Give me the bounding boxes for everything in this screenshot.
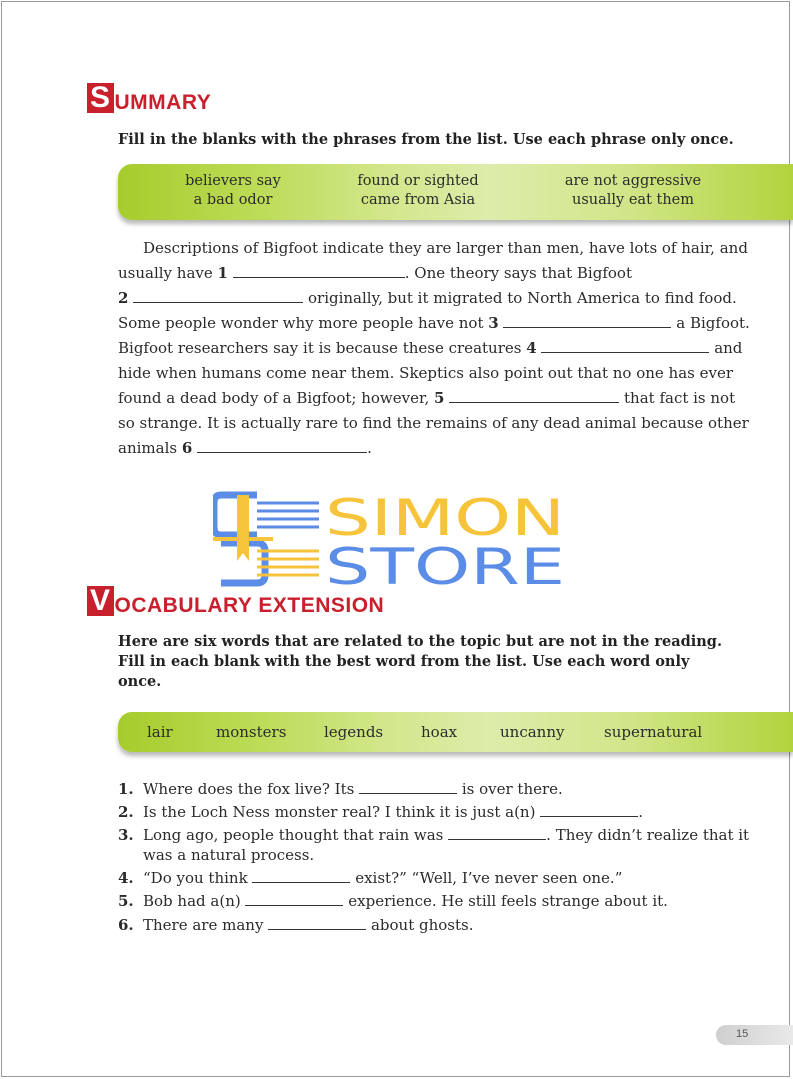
answer-blank[interactable] [233, 264, 405, 278]
paragraph-line: found a dead body of a Bigfoot; however, 5 that fact is not [118, 389, 736, 407]
question-number: 5. [118, 892, 134, 910]
word-item: legends [324, 723, 384, 741]
question-item: 6. There are many about ghosts. [118, 916, 474, 934]
paragraph-line: so strange. It is actually rare to find the remains of any dead animal because other [118, 414, 749, 432]
vocab-heading [87, 586, 384, 616]
blank-number: 3 [488, 314, 499, 332]
answer-blank[interactable] [503, 314, 671, 328]
phrase-item: found or sighted [357, 173, 479, 189]
question-number: 4. [118, 869, 134, 887]
summary-instruction: Fill in the blanks with the phrases from the list. Use each phrase only once. [118, 131, 734, 148]
phrase-column-2 [343, 172, 493, 210]
paragraph-line: Bigfoot researchers say it is because these creatures 4 and [118, 339, 743, 357]
phrase-column-1 [173, 172, 293, 210]
phrase-bank [118, 164, 793, 220]
paragraph-line: Some people wonder why more people have not 3 a Bigfoot. [118, 314, 750, 332]
page-number-tab [716, 1025, 793, 1045]
word-item: lair [147, 723, 173, 741]
word-item: hoax [421, 723, 458, 741]
blank-number: 2 [118, 289, 129, 307]
word-bank [118, 712, 793, 752]
answer-blank[interactable] [540, 803, 638, 817]
phrase-item: believers say [185, 173, 281, 189]
question-number: 1. [118, 780, 134, 798]
word-item: monsters [216, 723, 287, 741]
summary-heading-text: UMMARY [114, 91, 212, 114]
answer-blank[interactable] [133, 289, 303, 303]
word-item: uncanny [500, 723, 565, 741]
question-number: 6. [118, 916, 134, 934]
vocab-heading-text: OCABULARY EXTENSION [114, 594, 385, 617]
paragraph-line: Descriptions of Bigfoot indicate they are larger than men, have lots of hair, and [143, 239, 748, 257]
question-item: 1. Where does the fox live? Its is over there. [118, 780, 563, 798]
paragraph-line: animals 6 . [118, 439, 372, 457]
phrase-item: usually eat them [572, 192, 694, 208]
answer-blank[interactable] [449, 389, 619, 403]
answer-blank[interactable] [541, 339, 709, 353]
question-item: 4. “Do you think exist?” “Well, I’ve never seen one.” [118, 869, 623, 887]
question-item: 5. Bob had a(n) experience. He still feels strange about it. [118, 892, 668, 910]
answer-blank[interactable] [252, 869, 350, 883]
question-item: 3. Long ago, people thought that rain was . They didn’t realize that it was a natural process. [118, 826, 750, 864]
paragraph-line: 2 originally, but it migrated to North America to find food. [118, 289, 737, 307]
answer-blank[interactable] [448, 826, 546, 840]
answer-blank[interactable] [359, 780, 457, 794]
vocab-instruction: Here are six words that are related to the topic but are not in the reading. Fill in each blank with the best word from the list. Use each word only once. [118, 633, 722, 690]
simon-store-watermark-logo [213, 491, 569, 587]
answer-blank[interactable] [245, 892, 343, 906]
blank-number: 4 [526, 339, 537, 357]
blank-number: 1 [217, 264, 228, 282]
watermark-line-1: SIMON [325, 491, 565, 547]
word-item: supernatural [604, 723, 703, 741]
question-number: 3. [118, 826, 134, 844]
summary-heading-initial: S [87, 83, 114, 113]
question-item: 2. Is the Loch Ness monster real? I think it is just a(n) . [118, 803, 643, 821]
book-s-icon [213, 495, 319, 583]
page-number: 15 [736, 1028, 749, 1040]
blank-number: 5 [434, 389, 445, 407]
paragraph-line: usually have 1 . One theory says that Bigfoot [118, 264, 632, 282]
phrase-item: a bad odor [193, 192, 273, 208]
vocab-heading-initial: V [87, 586, 114, 616]
blank-number: 6 [181, 439, 193, 457]
question-number: 2. [118, 803, 134, 821]
answer-blank[interactable] [268, 916, 366, 930]
answer-blank[interactable] [197, 439, 367, 453]
watermark-line-2: STORE [325, 538, 565, 587]
summary-heading [87, 83, 211, 113]
summary-paragraph [118, 236, 750, 461]
paragraph-line: hide when humans come near them. Skeptics also point out that no one has ever [118, 364, 734, 382]
phrase-item: came from Asia [360, 192, 476, 208]
phrase-item: are not aggressive [564, 173, 702, 189]
phrase-column-3 [553, 172, 713, 210]
